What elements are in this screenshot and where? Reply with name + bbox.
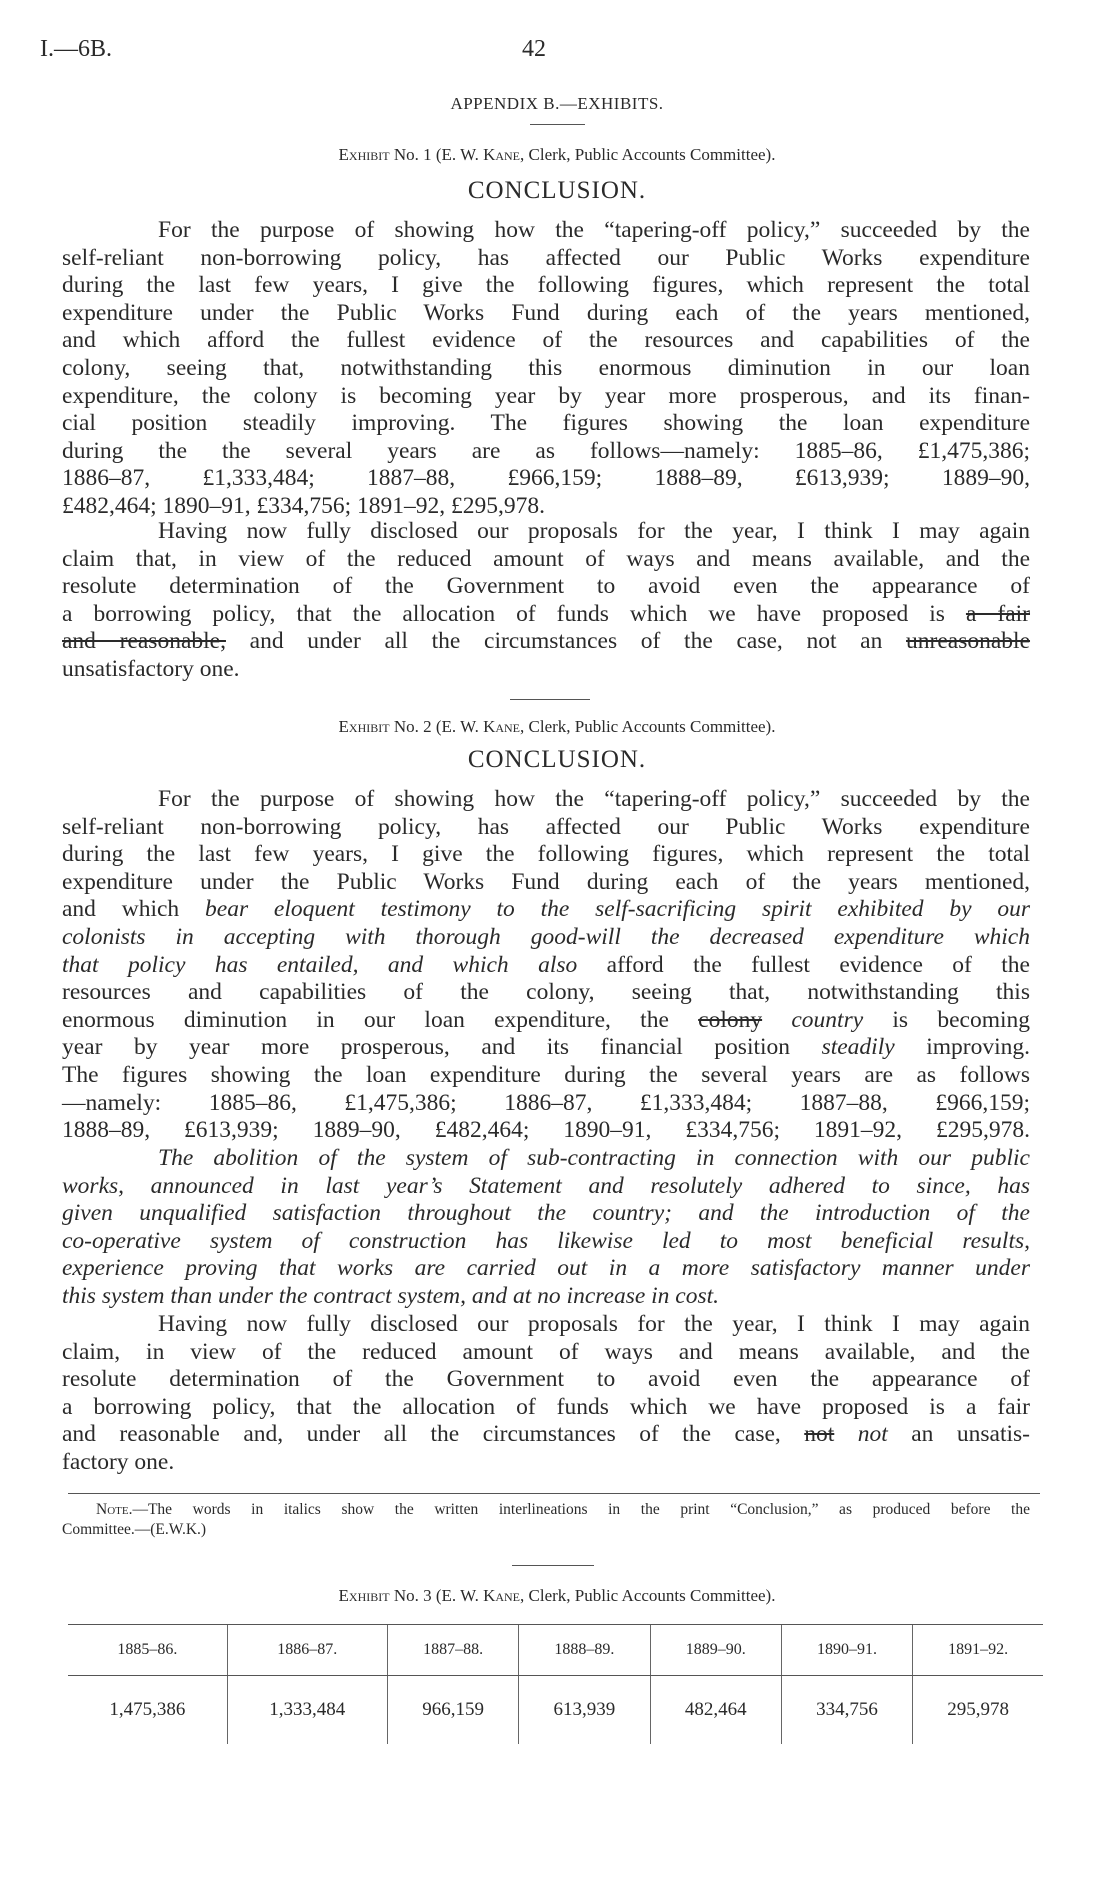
interlineation-italic: that policy has entailed, and which also — [62, 951, 578, 978]
text-line — [62, 300, 1030, 328]
text-run: enormous diminution in our loan expenditure, the — [62, 1006, 699, 1033]
exhibit-1-caption — [0, 145, 1114, 165]
column-header: 1887–88. — [387, 1625, 518, 1676]
text-line — [62, 952, 1030, 980]
table-cell: 966,159 — [387, 1676, 518, 1745]
text-line — [62, 924, 1030, 952]
text-run: year by year more prosperous, and its financial position — [62, 1034, 822, 1061]
exhibit-caption-text: No. 1 (E. W. — [389, 145, 484, 164]
text-run: during the the several years are as follows—namely: 1885–86, £1,475,386; — [62, 437, 1030, 464]
text-run: and which — [62, 896, 206, 923]
table-cell: 1,475,386 — [109, 1699, 186, 1720]
interlineation-italic: not — [857, 1421, 888, 1448]
text-line — [62, 601, 1030, 629]
text-run: resources and capabilities of the colony, seeing that, notwithstanding this — [62, 979, 1030, 1006]
text-run: is becoming — [863, 1006, 1030, 1033]
interlineation-italic: bear eloquent testimony to the self-sacrificing spirit exhibited by our — [205, 896, 1030, 923]
text-line — [62, 518, 1030, 546]
text-run: £482,464; 1890–91, £334,756; 1891–92, £295,978. — [62, 492, 546, 519]
column-header: 1888–89. — [519, 1625, 650, 1676]
table-header-row — [68, 1625, 1043, 1676]
text-line — [62, 355, 1030, 383]
column-header: 1885–86. — [68, 1625, 227, 1676]
note-divider — [68, 1493, 1040, 1494]
text-run: Having now fully disclosed our proposals for the year, I think I may again — [158, 518, 1030, 544]
page-number: 42 — [522, 36, 546, 62]
column-header: 1890–91. — [781, 1625, 912, 1676]
text-line — [62, 1421, 1030, 1449]
text-line — [62, 979, 1030, 1007]
text-run: expenditure, the colony is becoming year by year more prosperous, and its finan- — [62, 382, 1030, 409]
text-run: self-reliant non-borrowing policy, has affected our Public Works expenditure — [62, 813, 1030, 840]
text-run: and which afford the fullest evidence of the resources and capabilities of the — [62, 327, 1030, 354]
text-line — [62, 1311, 1030, 1339]
text-run: during the last few years, I give the following figures, which represent the total — [62, 272, 1030, 299]
text-run — [834, 1421, 857, 1447]
text-line — [62, 245, 1030, 273]
text-line — [62, 272, 1030, 300]
text-run: expenditure under the Public Works Fund during each of the years mentioned, — [62, 868, 1030, 895]
exhibit-3-caption — [0, 1586, 1114, 1606]
text-run: claim that, in view of the reduced amount of ways and means available, and the — [62, 545, 1030, 572]
text-run: 1888–89, £613,939; 1889–90, £482,464; 1890–91, £334,756; 1891–92, £295,978. — [62, 1117, 1030, 1144]
text-run: and under all the circumstances of the case, not an — [225, 628, 907, 655]
note-label: Note. — [96, 1501, 133, 1518]
text-run: an unsatis- — [887, 1421, 1030, 1448]
text-run: afford the fullest evidence of the — [577, 951, 1030, 978]
text-run — [762, 1007, 791, 1033]
text-line — [62, 1173, 1030, 1201]
clerk-name: Kane — [483, 145, 521, 164]
divider — [510, 699, 590, 700]
text-run: claim, in view of the reduced amount of ways and means available, and the — [62, 1338, 1030, 1365]
text-line — [62, 1062, 1030, 1090]
table-cell: 295,978 — [913, 1676, 1043, 1745]
text-line — [62, 465, 1030, 493]
exhibit-caption-text: , Clerk, Public Accounts Committee). — [520, 717, 776, 736]
text-line — [62, 656, 1030, 684]
interlineation-italic: experience proving that works are carried out in a more satisfactory manner under — [62, 1255, 1030, 1282]
text-run: For the purpose of showing how the “tapering-off policy,” succeeded by the — [158, 786, 1030, 812]
text-run: and reasonable and, under all the circumstances of the case, — [62, 1421, 805, 1448]
loan-expenditure-table — [68, 1624, 1043, 1744]
exhibit-1-heading: CONCLUSION. — [467, 177, 647, 204]
exhibit-label: Exhibit — [338, 717, 390, 736]
text-run: For the purpose of showing how the “tapering-off policy,” succeeded by the — [158, 217, 1030, 243]
struck-out-text: not — [804, 1421, 835, 1448]
text-line — [62, 1007, 1030, 1035]
interlineation-italic: given unqualified satisfaction throughout the country; and the introduction of the — [62, 1200, 1030, 1227]
text-run: expenditure under the Public Works Fund during each of the years mentioned, — [62, 299, 1030, 326]
exhibit-2-paragraph-1 — [62, 786, 1030, 1145]
exhibit-2-paragraph-2 — [62, 1145, 1030, 1311]
text-run: a borrowing policy, that the allocation of funds which we have proposed is — [62, 600, 966, 627]
text-run: 1886–87, £1,333,484; 1887–88, £966,159; 1888–89, £613,939; 1889–90, — [62, 465, 1030, 492]
text-line — [62, 493, 1030, 521]
exhibit-2-caption — [0, 717, 1114, 737]
text-line — [62, 573, 1030, 601]
text-line — [62, 869, 1030, 897]
struck-out-text: colony — [698, 1006, 763, 1033]
text-run: improving. — [894, 1034, 1030, 1061]
table-cell: 1,333,484 — [227, 1676, 387, 1745]
note-text: Committee.—(E.W.K.) — [62, 1521, 207, 1538]
interlineation-italic: this system than under the contract system, and at no increase in cost. — [62, 1282, 720, 1309]
text-run: The figures showing the loan expenditure during the several years are as follows — [62, 1061, 1030, 1088]
appendix-title: APPENDIX B.—EXHIBITS. — [450, 94, 664, 113]
table-cell: 482,464 — [650, 1676, 781, 1745]
text-line — [62, 1090, 1030, 1118]
note-text: —The words in italics show the written interlineations in the print “Conclusion,” as produced before the — [132, 1501, 1030, 1518]
exhibit-label: Exhibit — [338, 1586, 390, 1605]
struck-out-text: a fair — [965, 600, 1031, 627]
text-line — [62, 1145, 1030, 1173]
table-cell: 613,939 — [519, 1676, 650, 1745]
text-run: during the last few years, I give the following figures, which represent the total — [62, 841, 1030, 868]
exhibit-2-heading: CONCLUSION. — [467, 746, 647, 773]
divider — [512, 1565, 594, 1566]
column-header: 1886–87. — [227, 1625, 387, 1676]
text-line — [62, 1034, 1030, 1062]
text-line — [62, 438, 1030, 466]
text-run: resolute determination of the Government to avoid even the appearance of — [62, 573, 1030, 600]
exhibit-1-paragraph-1 — [62, 217, 1030, 521]
text-line — [62, 410, 1030, 438]
interlineation-italic: The abolition of the system of sub-contracting in connection with our public — [158, 1145, 1030, 1171]
text-run: —namely: 1885–86, £1,475,386; 1886–87, £1,333,484; 1887–88, £966,159; — [62, 1089, 1030, 1116]
text-line — [62, 383, 1030, 411]
exhibit-caption-text: No. 2 (E. W. — [389, 717, 484, 736]
text-run: Having now fully disclosed our proposals for the year, I think I may again — [158, 1311, 1030, 1337]
column-header: 1891–92. — [913, 1625, 1043, 1676]
exhibit-caption-text: , Clerk, Public Accounts Committee). — [520, 145, 776, 164]
text-run: self-reliant non-borrowing policy, has affected our Public Works expenditure — [62, 244, 1030, 271]
text-line — [62, 814, 1030, 842]
interlineation-italic: colonists in accepting with thorough good-will the decreased expenditure which — [62, 923, 1030, 950]
text-line — [62, 1228, 1030, 1256]
document-reference: I.—6B. — [40, 36, 112, 62]
footnote — [62, 1500, 1030, 1540]
text-line — [62, 327, 1030, 355]
text-line — [62, 786, 1030, 814]
text-line — [62, 1394, 1030, 1422]
text-run: resolute determination of the Government to avoid even the appearance of — [62, 1366, 1030, 1393]
text-run: unsatisfactory one. — [62, 655, 240, 682]
text-line — [62, 1200, 1030, 1228]
text-run: a borrowing policy, that the allocation of funds which we have proposed is a fair — [62, 1393, 1030, 1420]
text-run: factory one. — [62, 1448, 175, 1475]
table-row — [68, 1676, 1043, 1745]
text-line — [62, 1339, 1030, 1367]
text-line — [62, 546, 1030, 574]
column-header: 1889–90. — [650, 1625, 781, 1676]
divider — [530, 124, 585, 125]
interlineation-italic: works, announced in last year’s Statement and resolutely adhered to since, has — [62, 1172, 1030, 1199]
table-cell: 334,756 — [781, 1676, 912, 1745]
text-line — [62, 1366, 1030, 1394]
text-line — [62, 1283, 1030, 1311]
text-run: cial position steadily improving. The figures showing the loan expenditure — [62, 410, 1030, 437]
text-line — [62, 841, 1030, 869]
text-line — [62, 1117, 1030, 1145]
clerk-name: Kane — [483, 1586, 521, 1605]
text-line — [62, 896, 1030, 924]
struck-out-text: and reasonable, — [62, 628, 226, 655]
exhibit-caption-text: No. 3 (E. W. — [389, 1586, 484, 1605]
clerk-name: Kane — [483, 717, 521, 736]
text-line — [62, 1255, 1030, 1283]
text-run: colony, seeing that, notwithstanding this enormous diminution in our loan — [62, 354, 1030, 381]
text-line — [62, 1449, 1030, 1477]
exhibit-1-paragraph-2 — [62, 518, 1030, 684]
exhibit-label: Exhibit — [338, 145, 390, 164]
interlineation-italic: co-operative system of construction has likewise led to most beneficial results, — [62, 1227, 1030, 1254]
exhibit-caption-text: , Clerk, Public Accounts Committee). — [520, 1586, 776, 1605]
struck-out-text: unreasonable — [906, 628, 1031, 655]
interlineation-italic: steadily — [821, 1034, 895, 1061]
text-line — [62, 628, 1030, 656]
exhibit-2-paragraph-3 — [62, 1311, 1030, 1477]
text-line — [62, 217, 1030, 245]
interlineation-italic: country — [791, 1006, 864, 1033]
